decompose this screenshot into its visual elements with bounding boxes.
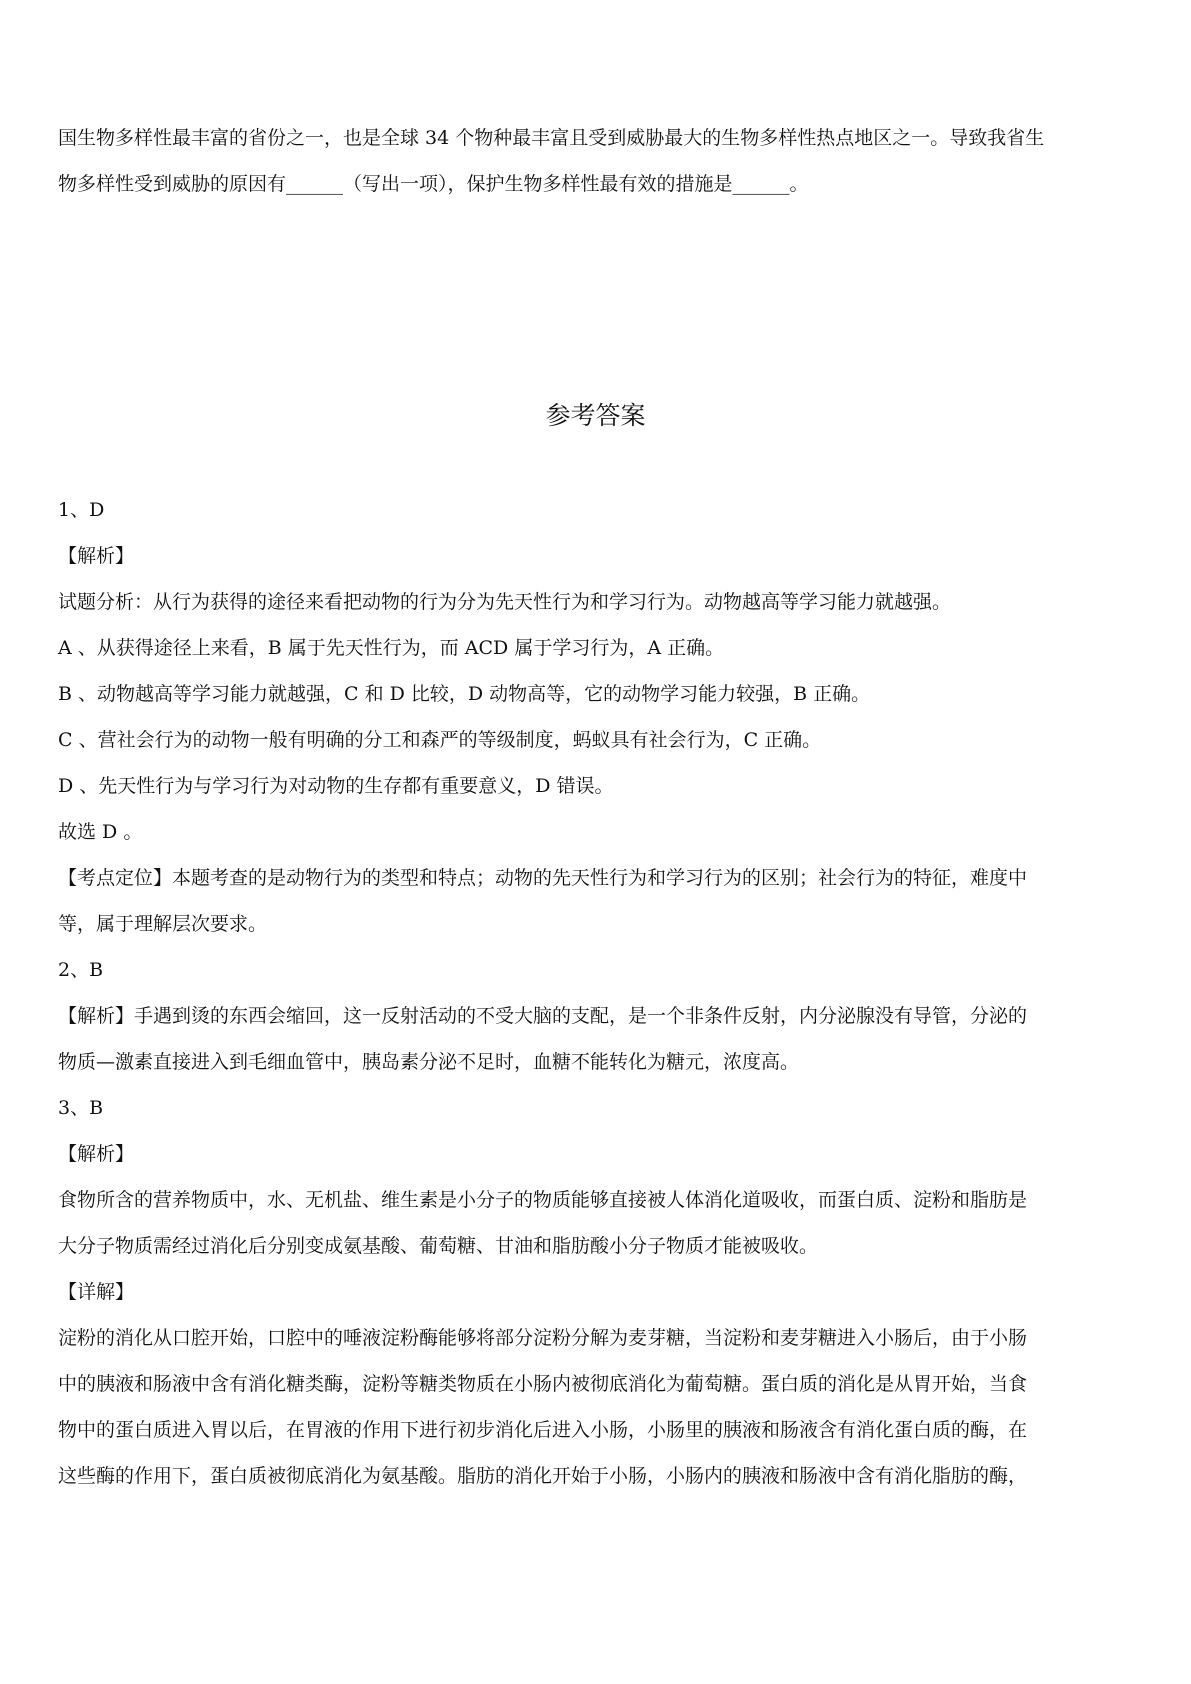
q3-number: 3、B <box>58 1097 104 1119</box>
q1-analysis-line: B 、动物越高等学习能力就越强，C 和 D 比较，D 动物高等，它的动物学习能力较强，B 正确。 <box>58 683 871 705</box>
q3-analysis-line-2: 大分子物质需经过消化后分别变成氨基酸、葡萄糖、甘油和脂肪酸小分子物质才能被吸收。 <box>58 1235 819 1257</box>
q1-analysis-line: D 、先天性行为与学习行为对动物的生存都有重要意义，D 错误。 <box>58 775 614 797</box>
q2-analysis-line-1: 【解析】手遇到烫的东西会缩回，这一反射活动的不受大脑的支配，是一个非条件反射，内分泌腺没有导管，分泌的 <box>58 1005 1028 1027</box>
q3-detail-line: 物中的蛋白质进入胃以后，在胃液的作用下进行初步消化后进入小肠，小肠里的胰液和肠液含有消化蛋白质的酶，在 <box>58 1419 1028 1441</box>
q3-analysis-label: 【解析】 <box>58 1143 135 1165</box>
q1-kaodian-line-1: 【考点定位】本题考查的是动物行为的类型和特点；动物的先天性行为和学习行为的区别；社会行为的特征，难度中 <box>58 867 1028 889</box>
q3-detail-line: 中的胰液和肠液中含有消化糖类酶，淀粉等糖类物质在小肠内被彻底消化为葡萄糖。蛋白质的消化是从胃开始，当食 <box>58 1373 1028 1395</box>
q1-kaodian-line-2: 等，属于理解层次要求。 <box>58 913 268 935</box>
intro-line-2: 物多样性受到威胁的原因有______（写出一项），保护生物多样性最有效的措施是______。 <box>58 173 809 195</box>
q1-number: 1、D <box>58 499 105 521</box>
q1-analysis-label: 【解析】 <box>58 545 135 567</box>
q2-analysis-line-2: 物质—激素直接进入到毛细血管中，胰岛素分泌不足时，血糖不能转化为糖元，浓度高。 <box>58 1051 800 1073</box>
q2-number: 2、B <box>58 959 104 981</box>
q3-analysis-line-1: 食物所含的营养物质中，水、无机盐、维生素是小分子的物质能够直接被人体消化道吸收，而蛋白质、淀粉和脂肪是 <box>58 1189 1028 1211</box>
intro-line-1: 国生物多样性最丰富的省份之一，也是全球 34 个物种最丰富且受到威胁最大的生物多样性热点地区之一。导致我省生 <box>58 127 1045 149</box>
q3-detail-label: 【详解】 <box>58 1281 135 1303</box>
q3-detail-line: 淀粉的消化从口腔开始，口腔中的唾液淀粉酶能够将部分淀粉分解为麦芽糖，当淀粉和麦芽糖进入小肠后，由于小肠 <box>58 1327 1028 1349</box>
q1-conclusion: 故选 D 。 <box>58 821 143 843</box>
q1-analysis-line: C 、营社会行为的动物一般有明确的分工和森严的等级制度，蚂蚁具有社会行为，C 正确。 <box>58 729 822 751</box>
q1-analysis-line: A 、从获得途径上来看，B 属于先天性行为，而 ACD 属于学习行为，A 正确。 <box>58 637 725 659</box>
q3-detail-line: 这些酶的作用下，蛋白质被彻底消化为氨基酸。脂肪的消化开始于小肠，小肠内的胰液和肠液中含有消化脂肪的酶， <box>58 1465 1028 1487</box>
q1-analysis-line: 试题分析：从行为获得的途径来看把动物的行为分为先天性行为和学习行为。动物越高等学习能力就越强。 <box>58 591 952 613</box>
answers-title: 参考答案 <box>545 401 646 430</box>
